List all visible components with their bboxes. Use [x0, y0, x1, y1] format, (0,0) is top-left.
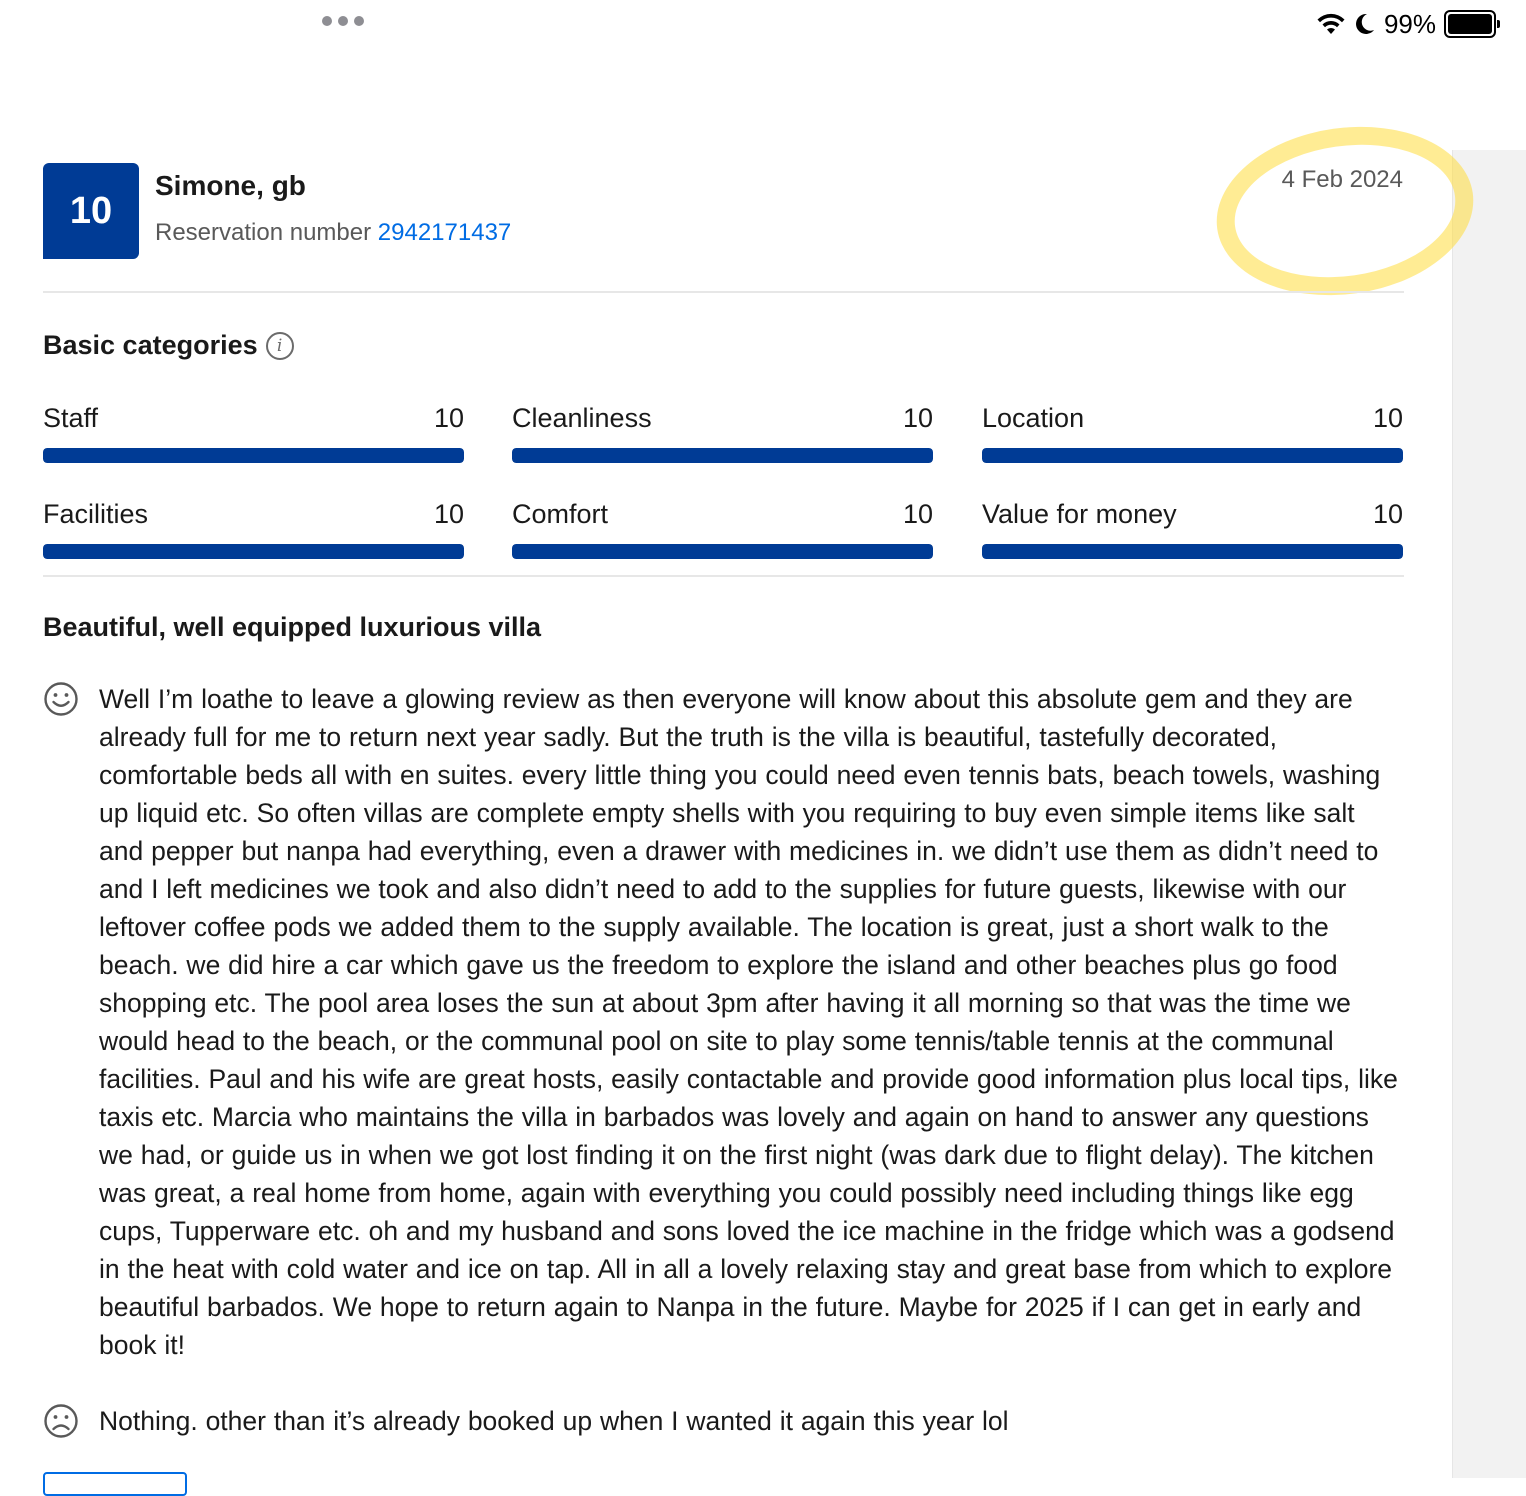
reviewer-name: Simone, gb	[155, 170, 306, 201]
reservation-number-link[interactable]: 2942171437	[377, 219, 512, 246]
category-label: Cleanliness	[512, 403, 652, 433]
category-cleanliness	[512, 403, 933, 463]
category-label: Comfort	[512, 499, 609, 529]
category-label: Value for money	[982, 499, 1177, 529]
category-value-for-money	[982, 499, 1403, 559]
partial-button[interactable]	[43, 1472, 187, 1496]
highlight-annotation	[1206, 111, 1485, 311]
smile-icon	[43, 681, 79, 717]
dot	[322, 16, 332, 26]
sad-face-icon	[43, 1403, 79, 1439]
category-bar-fill	[512, 544, 933, 559]
divider	[43, 575, 1404, 577]
category-bar-fill	[43, 544, 464, 559]
category-bar	[982, 448, 1403, 463]
category-bar	[982, 544, 1403, 559]
category-label: Facilities	[43, 499, 149, 529]
positive-comment-text: Well I’m loathe to leave a glowing review as then everyone will know about this absolute gem and they are already full for me to return next year sadly. But the truth is the villa is beautiful, tastefully decorated, comfortable beds all with en suites. every little thing you could need even tennis bats, beach towels, washing up liquid etc. So often villas are complete empty shells with you requiring to buy even simple items like salt and pepper but nanpa had everything, even a drawer with medicines in. we didn’t use them as didn’t need to and I left medicines we took and also didn’t need to add to the supplies for future guests, likewise with our leftover coffee pods we added them to the supply available. The location is great, just a short walk to the beach. we did hire a car which gave us the freedom to explore the island and other beaches plus go food shopping etc. The pool area loses the sun at about 3pm after having it all morning so that was the time we would head to the beach, or the communal pool on site to play some tennis/table tennis at the communal facilities. Paul and his wife are great hosts, easily contactable and provide good information plus local tips, like taxis etc. Marcia who maintains the villa in barbados was lovely and again on hand to answer any questions we had, or guide us in when we got lost finding it on the first night (was dark due to flight delay). The kitchen was great, a real home from home, again with everything you could possibly need including things like egg cups, Tupperware etc. oh and my husband and sons loved the ice machine in the fridge which was a godsend in the heat with cold water and ice on tap. All in all a lovely relaxing stay and great base from which to explore beautiful barbados. We hope to return again to Nanpa in the future. Maybe for 2025 if I can get in early and book it!	[99, 684, 1398, 1360]
more-dots-icon[interactable]	[322, 16, 364, 26]
dot	[354, 16, 364, 26]
category-comfort	[512, 499, 933, 559]
category-score: 10	[1372, 403, 1403, 433]
category-bar	[512, 448, 933, 463]
category-label: Location	[982, 403, 1085, 433]
category-bar-fill	[512, 448, 933, 463]
reservation-label: Reservation number	[155, 219, 372, 246]
review-score-badge: 10	[43, 163, 139, 259]
dot	[338, 16, 348, 26]
positive-comment	[43, 680, 1423, 1364]
category-bar	[43, 544, 464, 559]
category-score: 10	[433, 499, 464, 529]
review-title: Beautiful, well equipped luxurious villa	[43, 612, 542, 642]
category-bar-fill	[982, 448, 1403, 463]
battery-icon	[1444, 10, 1496, 38]
status-bar-right	[1316, 6, 1496, 42]
category-score: 10	[433, 403, 464, 433]
battery-fill	[1448, 14, 1492, 34]
category-bar	[43, 448, 464, 463]
categories-heading	[43, 330, 294, 361]
category-bar-fill	[43, 448, 464, 463]
wifi-icon	[1316, 12, 1346, 36]
divider	[43, 291, 1404, 293]
negative-comment-text: Nothing. other than it’s already booked up when I wanted it again this year lol	[99, 1406, 1009, 1436]
category-staff	[43, 403, 464, 463]
category-bar-fill	[982, 544, 1403, 559]
negative-comment	[43, 1402, 1423, 1440]
categories-title: Basic categories	[43, 330, 258, 360]
info-icon[interactable]: i	[266, 332, 294, 360]
category-bar	[512, 544, 933, 559]
review-date: 4 Feb 2024	[1281, 166, 1403, 193]
battery-percent: 99%	[1383, 8, 1436, 39]
category-score: 10	[1372, 499, 1403, 529]
category-score: 10	[902, 499, 933, 529]
reservation-info	[155, 219, 511, 247]
category-label: Staff	[43, 403, 99, 433]
category-facilities	[43, 499, 464, 559]
right-gutter	[1452, 150, 1526, 1478]
moon-icon	[1354, 12, 1376, 36]
category-location	[982, 403, 1403, 463]
category-score: 10	[902, 403, 933, 433]
